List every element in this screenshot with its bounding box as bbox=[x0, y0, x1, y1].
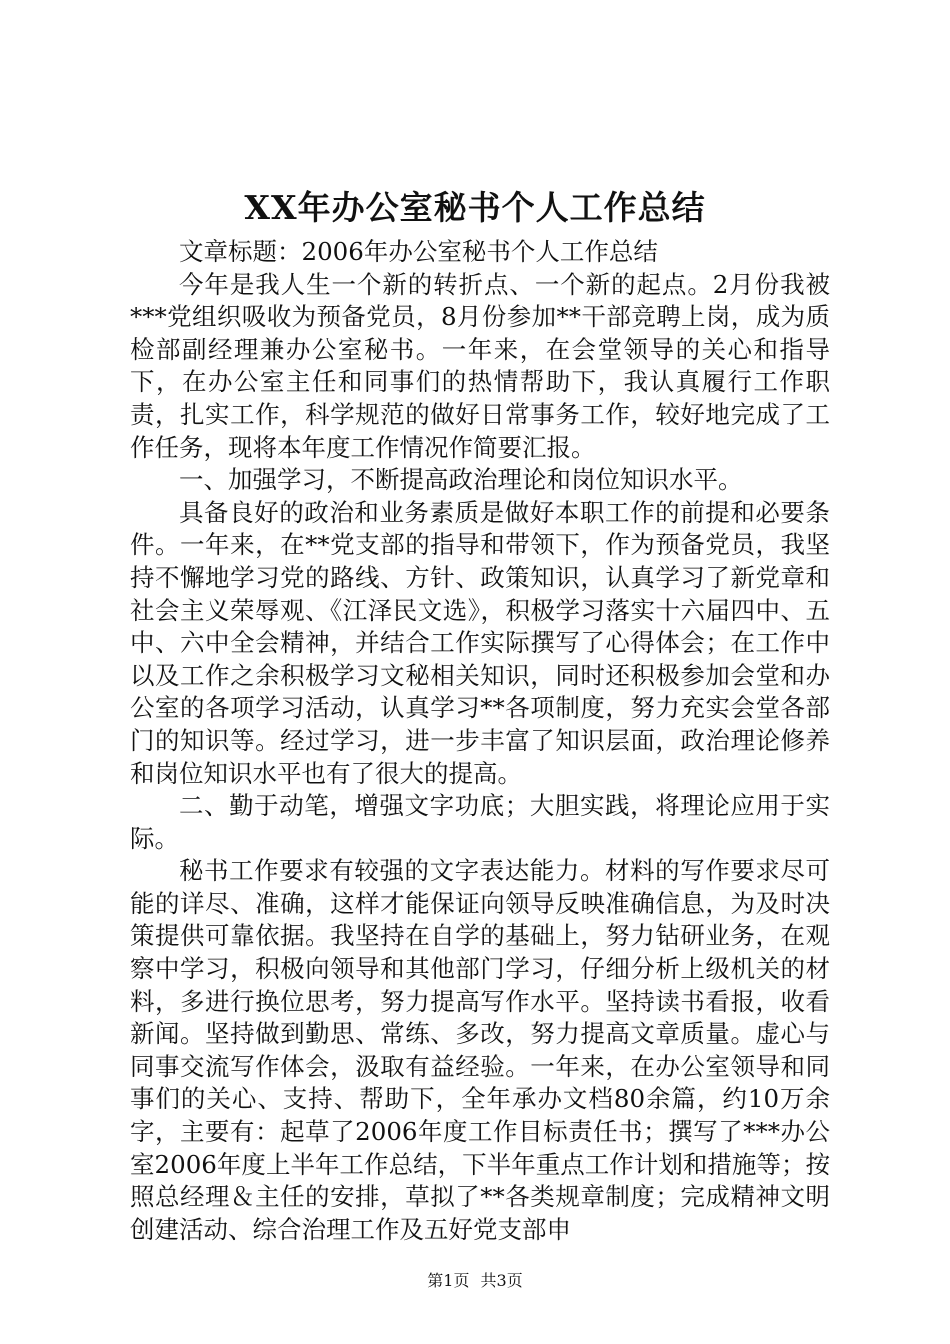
section-heading-2: 二、勤于动笔，增强文字功底；大胆实践，将理论应用于实际。 bbox=[130, 791, 830, 853]
document-body bbox=[130, 236, 830, 1246]
paragraph-intro: 今年是我人生一个新的转折点、一个新的起点。2月份我被***党组织吸收为预备党员，8月份参加**干部竞聘上岗，成为质检部副经理兼办公室秘书。一年来，在会堂领导的关心和指导下，在办公室主任和同事们的热情帮助下，我认真履行工作职责，扎实工作，科学规范的做好日常事务工作，较好地完成了工作任务，现将本年度工作情况作简要汇报。 bbox=[130, 269, 830, 462]
section-heading-1: 一、加强学习，不断提高政治理论和岗位知识水平。 bbox=[179, 465, 743, 495]
article-title-line: 文章标题：2006年办公室秘书个人工作总结 bbox=[179, 237, 658, 266]
page-total: 共3页 bbox=[480, 1271, 523, 1290]
page-footer bbox=[0, 1270, 950, 1292]
page-number: 第1页 bbox=[427, 1271, 470, 1290]
document-title: XX年办公室秘书个人工作总结 bbox=[244, 188, 706, 227]
paragraph-writing: 秘书工作要求有较强的文字表达能力。材料的写作要求尽可能的详尽、准确，这样才能保证向领导反映准确信息，为及时决策提供可靠依据。我坚持在自学的基础上，努力钻研业务，在观察中学习，积极向领导和其他部门学习，仔细分析上级机关的材料，多进行换位思考，努力提高写作水平。坚持读书看报，收看新闻。坚持做到勤思、常练、多改，努力提高文章质量。虚心与同事交流写作体会，汲取有益经验。一年来，在办公室领导和同事们的关心、支持、帮助下，全年承办文档80余篇，约10万余字，主要有：起草了2006年度工作目标责任书；撰写了***办公室2006年度上半年工作总结，下半年重点工作计划和措施等；按照总经理＆主任的安排，草拟了**各类规章制度；完成精神文明创建活动、综合治理工作及五好党支部申 bbox=[130, 856, 830, 1244]
paragraph-study: 具备良好的政治和业务素质是做好本职工作的前提和必要条件。一年来，在**党支部的指导和带领下，作为预备党员，我坚持不懈地学习党的路线、方针、政策知识，认真学习了新党章和社会主义荣辱观、《江泽民文选》，积极学习落实十六届四中、五中、六中全会精神，并结合工作实际撰写了心得体会；在工作中以及工作之余积极学习文秘相关知识，同时还积极参加会堂和办公室的各项学习活动，认真学习**各项制度，努力充实会堂各部门的知识等。经过学习，进一步丰富了知识层面，政治理论修养和岗位知识水平也有了很大的提高。 bbox=[130, 497, 830, 788]
